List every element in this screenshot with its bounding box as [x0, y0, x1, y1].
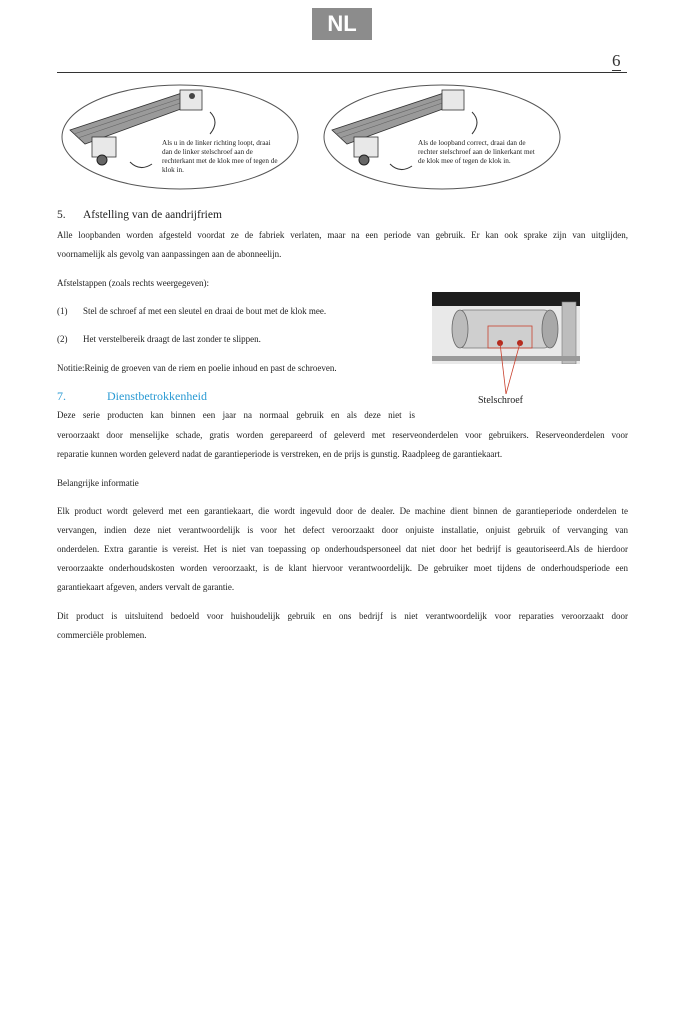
important-info-heading: Belangrijke informatie	[57, 478, 139, 488]
treadmill-adjustment-illustration-left	[60, 82, 300, 192]
warranty-paragraph-line: Elk product wordt geleverd met een garantiekaart, die wordt ingevuld door de dealer. De machine dient binnen de garantieperiode onderdelen te	[57, 506, 628, 516]
section-5-notice: Notitie:Reinig de groeven van de riem en poelie inhoud en past de schroeven.	[57, 363, 337, 373]
section-7-line-1: Deze serie producten kan binnen een jaar na normaal gebruik en als deze niet is	[57, 410, 415, 420]
section-7-line-2: veroorzaakt door menselijke schade, gratis worden gerepareerd of geleverd met reserveonderdelen voor gebruikers. Reserveonderdelen voor	[57, 430, 628, 440]
household-use-line: Dit product is uitsluitend bedoeld voor huishoudelijk gebruik en ons bedrijf is niet verantwoordelijk voor reparaties veroorzaakt door	[57, 611, 628, 621]
section-7-number: 7.	[57, 389, 66, 403]
step-text: Stel de schroef af met een sleutel en draai de bout met de klok mee.	[83, 306, 327, 316]
header-rule	[57, 72, 627, 73]
language-badge: NL	[312, 8, 372, 40]
section-5-heading	[57, 209, 222, 221]
page-number: 6	[612, 51, 621, 70]
section-7-heading	[57, 389, 207, 404]
warranty-paragraph-line: onderdelen. Extra garantie is vereist. Het is niet van toepassing op onderhoudspersoneel dat niet door het bedrijf is geautoriseerd.Als de hierdoor	[57, 544, 628, 554]
callout-lines	[480, 340, 540, 396]
warranty-paragraph-line: veroorzaakte onderhoudskosten worden veroorzaakt, is de klant hiervoor verantwoordelijk. De gebruiker moet tijdens de onderhoudsperiode een	[57, 563, 628, 573]
step-number: (1)	[57, 306, 68, 316]
section-5-paragraph-line-1: Alle loopbanden worden afgesteld voordat ze de fabriek verlaten, maar na een periode van gebruik. Er kan ook sprake zijn van uitglijden,	[57, 230, 628, 240]
step-number: (2)	[57, 334, 68, 344]
step-1	[57, 306, 326, 316]
adjustment-screw-label: Stelschroef	[478, 395, 523, 406]
step-text: Het verstelbereik draagt de last zonder te slippen.	[83, 334, 261, 344]
warranty-paragraph-line: vervangen, indien deze niet verantwoordelijk is voor het defect veroorzaakt door onjuiste installatie, onjuist gebruik of vervanging van	[57, 525, 628, 535]
step-2	[57, 334, 261, 344]
treadmill-adjustment-illustration-right	[322, 82, 562, 192]
section-7-title: Dienstbetrokkenheid	[107, 389, 207, 403]
section-5-paragraph-line-2: voornamelijk als gevolg van aanpassingen aan de abonneelijn.	[57, 249, 282, 259]
steps-intro: Afstelstappen (zoals rechts weergegeven):	[57, 278, 210, 288]
section-5-title: Afstelling van de aandrijfriem	[83, 209, 222, 221]
section-7-line-3: reparatie kunnen worden geleverd nadat de garantieperiode is verstreken, en de prijs is gunstig. Raadpleeg de garantiekaart.	[57, 449, 503, 459]
illustration-note-left: Als u in de linker richting loopt, draai dan de linker stelschroef aan de rechterkant met de klok mee of tegen de klok in.	[162, 139, 278, 174]
household-use-line: commerciële problemen.	[57, 630, 147, 640]
section-5-number: 5.	[57, 209, 66, 221]
illustration-note-right: Als de loopband correct, draai dan de rechter stelschroef aan de linkerkant met de klok mee of tegen de klok in.	[418, 139, 535, 165]
warranty-paragraph-line: garantiekaart afgeven, anders vervalt de garantie.	[57, 582, 235, 592]
